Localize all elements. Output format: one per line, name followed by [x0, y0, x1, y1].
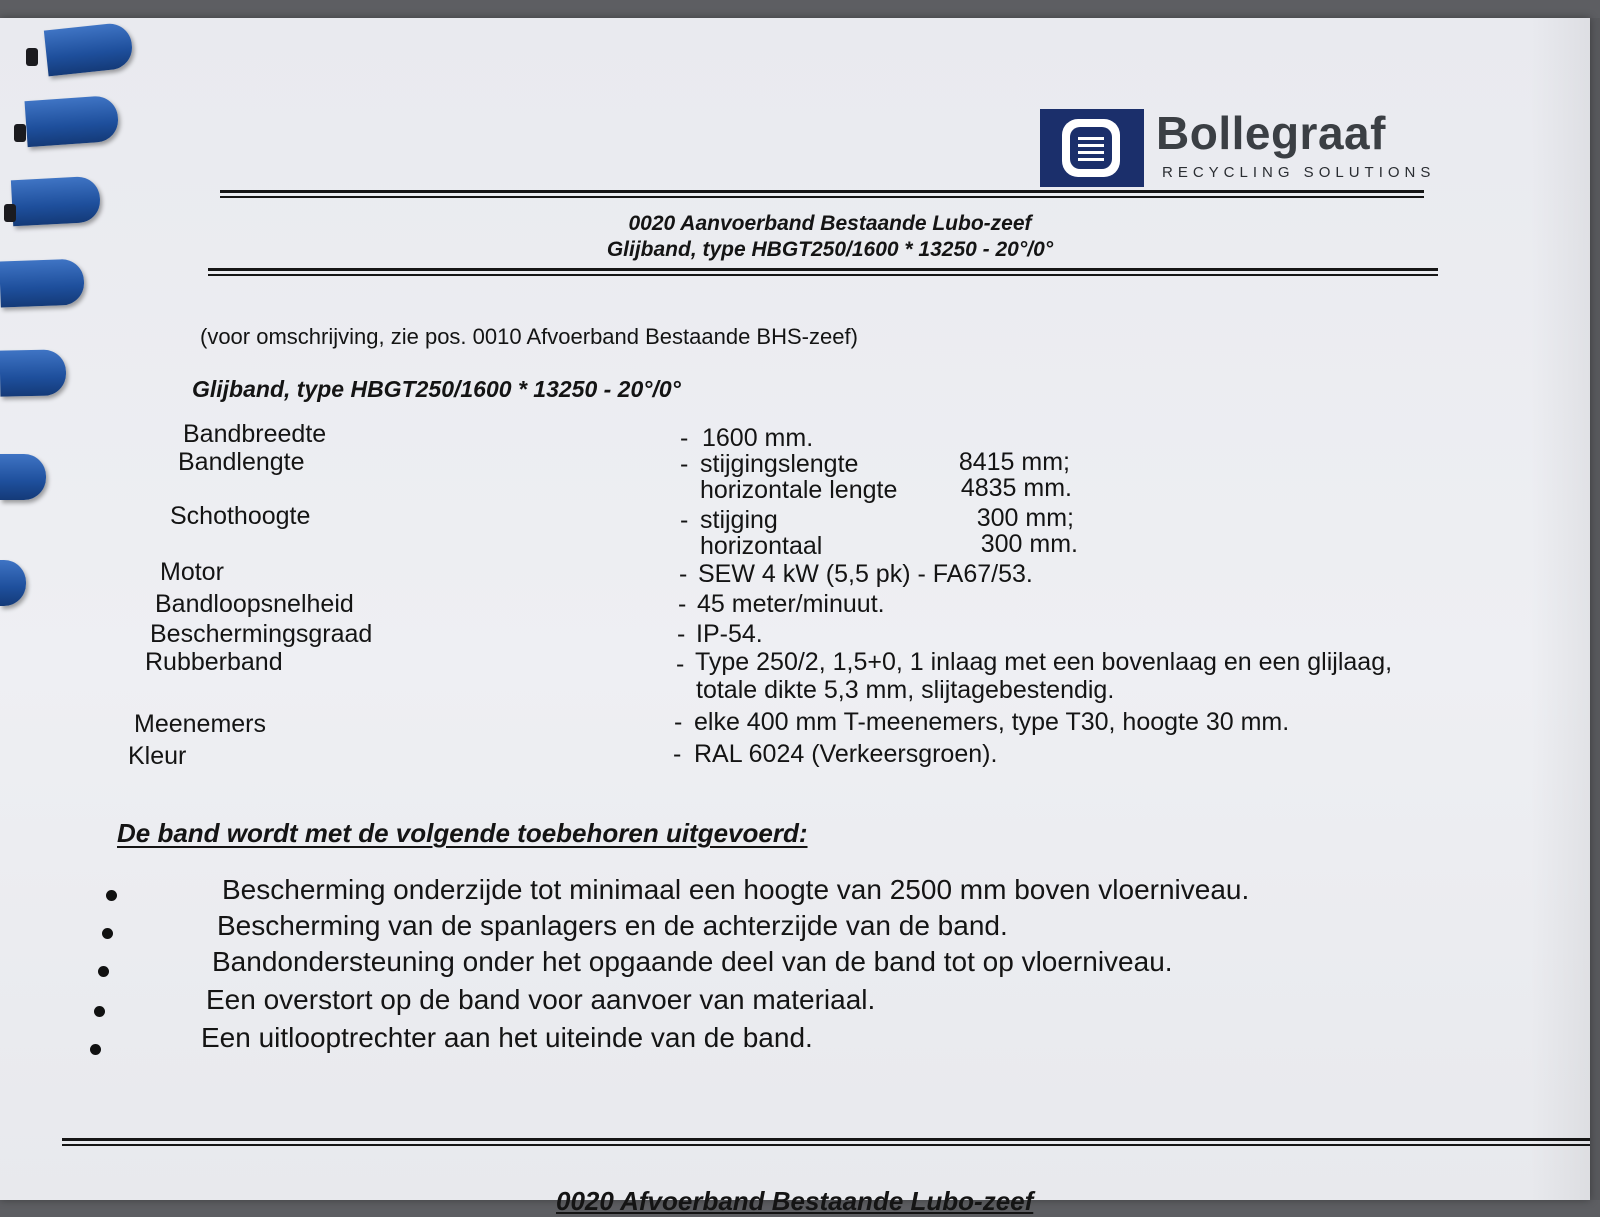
spec-sub-stijging: stijging	[700, 506, 778, 534]
spec-value-stijging: 300 mm;	[976, 504, 1074, 532]
spec-label-meenemers: Meenemers	[134, 710, 266, 738]
spec-value-meenemers: elke 400 mm T-meenemers, type T30, hoogte 30 mm.	[694, 708, 1290, 736]
spec-label-bandbreedte: Bandbreedte	[183, 420, 327, 448]
section-subtitle: Glijband, type HBGT250/1600 * 13250 - 20°/0°	[192, 376, 681, 402]
header-title-line2: Glijband, type HBGT250/1600 * 13250 - 20°/0°	[606, 238, 1054, 261]
logo-name: Bollegraaf	[1156, 107, 1386, 159]
spiral-binding	[0, 18, 140, 658]
spec-label-rubberband: Rubberband	[145, 648, 283, 676]
list-item: Een overstort op de band voor aanvoer van materiaal.	[206, 984, 876, 1015]
bollegraaf-logo-icon	[1040, 109, 1144, 187]
spec-value-beschermingsgraad: IP-54.	[696, 620, 763, 648]
spec-dash: -	[680, 506, 689, 534]
bullet-icon	[98, 966, 109, 977]
spec-label-motor: Motor	[160, 558, 224, 586]
list-item: Bescherming onderzijde tot minimaal een hoogte van 2500 mm boven vloerniveau.	[222, 874, 1250, 905]
logo-tagline: RECYCLING SOLUTIONS	[1162, 164, 1436, 181]
accessories-heading: De band wordt met de volgende toebehoren uitgevoerd:	[117, 818, 808, 848]
binding-ring	[25, 95, 120, 147]
header-rule-top	[220, 190, 1424, 193]
spec-label-schothoogte: Schothoogte	[170, 502, 311, 530]
spec-value-bandloopsnelheid: 45 meter/minuut.	[697, 590, 885, 618]
spec-sub-horizontaal: horizontaal	[700, 532, 823, 560]
spec-value-horizontaal: 300 mm.	[980, 530, 1078, 558]
spec-dash: -	[677, 620, 686, 648]
spec-value-rubberband-line2: totale dikte 5,3 mm, slijtagebestendig.	[696, 676, 1115, 704]
intro-text: (voor omschrijving, zie pos. 0010 Afvoerband Bestaande BHS-zeef)	[200, 324, 858, 349]
spec-sub-horizontale-lengte: horizontale lengte	[700, 476, 898, 504]
spec-label-bandlengte: Bandlengte	[178, 448, 305, 476]
bullet-icon	[90, 1044, 101, 1055]
bullet-icon	[106, 890, 117, 901]
bullet-icon	[102, 928, 113, 939]
spec-value-horizontale-lengte: 4835 mm.	[960, 474, 1072, 502]
spec-value-bandbreedte: 1600 mm.	[702, 424, 814, 452]
spec-dash: -	[680, 450, 689, 478]
spec-dash: -	[673, 740, 682, 768]
spec-dash: -	[674, 708, 683, 736]
footer-rule	[62, 1138, 1590, 1141]
header-rule-top-2	[220, 196, 1424, 198]
binding-hole	[4, 204, 16, 222]
binding-ring	[0, 560, 26, 606]
binding-ring	[11, 176, 101, 227]
binding-ring	[0, 454, 46, 500]
spec-dash: -	[678, 590, 687, 618]
list-item: Bandondersteuning onder het opgaande deel van de band tot op vloerniveau.	[212, 946, 1173, 977]
bullet-icon	[94, 1006, 105, 1017]
binding-ring	[0, 349, 66, 396]
spec-value-stijgingslengte: 8415 mm;	[958, 448, 1070, 476]
spec-dash: -	[680, 424, 689, 452]
spec-label-beschermingsgraad: Beschermingsgraad	[150, 620, 373, 648]
spec-label-kleur: Kleur	[128, 742, 187, 770]
list-item: Een uitlooptrechter aan het uiteinde van de band.	[201, 1022, 813, 1053]
header-rule-bottom-2	[208, 274, 1438, 276]
binding-ring	[0, 259, 85, 308]
spec-label-bandloopsnelheid: Bandloopsnelheid	[155, 590, 354, 618]
spec-dash: -	[676, 650, 685, 678]
list-item: Bescherming van de spanlagers en de achterzijde van de band.	[217, 910, 1008, 941]
footer-rule-2	[62, 1144, 1590, 1146]
document-page	[0, 18, 1590, 1216]
spec-value-motor: SEW 4 kW (5,5 pk) - FA67/53.	[698, 560, 1033, 588]
binding-ring	[44, 22, 134, 77]
spec-value-kleur: RAL 6024 (Verkeersgroen).	[694, 740, 998, 768]
spec-dash: -	[679, 560, 688, 588]
binding-hole	[26, 48, 38, 66]
header-title-line1: 0020 Aanvoerband Bestaande Lubo-zeef	[628, 212, 1032, 235]
next-section-title: 0020 Afvoerband Bestaande Lubo-zeef	[556, 1186, 1034, 1216]
spec-value-rubberband-line1: Type 250/2, 1,5+0, 1 inlaag met een bovenlaag en een glijlaag,	[695, 648, 1393, 676]
spec-sub-stijgingslengte: stijgingslengte	[700, 450, 859, 478]
binding-hole	[14, 124, 26, 142]
header-rule-bottom	[208, 268, 1438, 271]
